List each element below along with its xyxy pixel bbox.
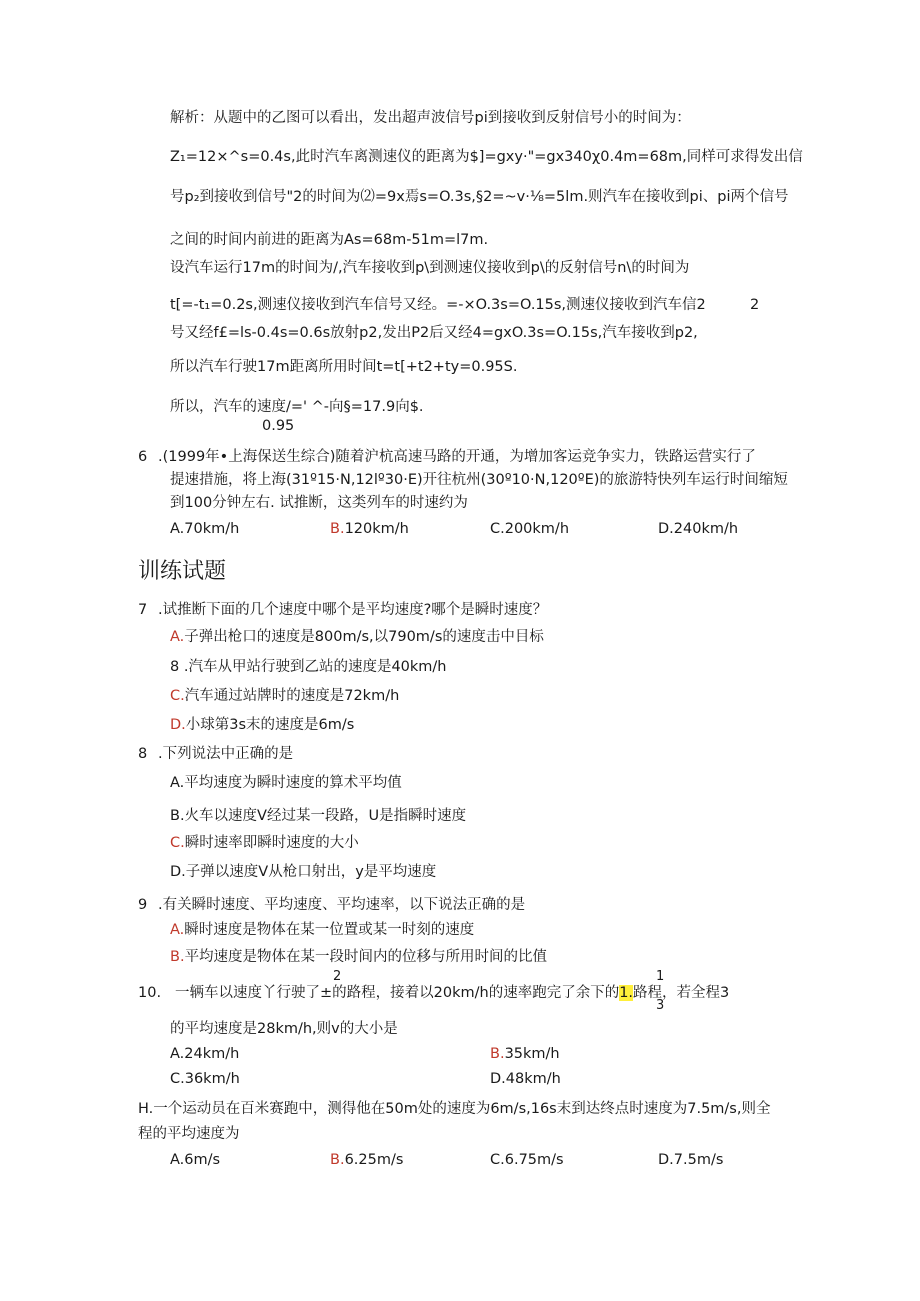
q6-option-d: D.240km∕h [658, 521, 739, 537]
solution-line-2: Z₁=12×^s=0.4s,此时汽车离测速仪的距离为$]=gxy·"=gx340χ0.4m=68m,同样可求得发出信 [170, 149, 803, 165]
q8-option-d: D.子弹以速度V从枪口射出，y是平均速度 [170, 864, 437, 880]
solution-line-9-denominator: 0.95 [262, 418, 295, 434]
q11-option-b-text: 6.25m∕s [344, 1152, 404, 1168]
q11-option-b-letter: B. [330, 1152, 345, 1168]
q11-stem-line-1: H.一个运动员在百米赛跑中，测得他在50m处的速度为6m∕s,16s末到达终点时速度为7.5m∕s,则全 [138, 1101, 771, 1117]
q6-option-b-letter: B. [330, 521, 345, 537]
q9-option-a [170, 921, 474, 939]
solution-line-7: 号又经f£=ls-0.4s=0.6s放射p2,发出P2后又经4=gxO.3s=O.15s,汽车接收到p2, [170, 325, 698, 341]
section-title: 训练试题 [138, 559, 227, 584]
q7-stem: .试推断下面的几个速度中哪个是平均速度?哪个是瞬时速度？ [158, 602, 548, 618]
q8-option-b: B.火车以速度V经过某一段路，U是指瞬时速度 [170, 808, 467, 824]
q10-stem-line-1 [175, 984, 729, 1002]
q11-option-c: C.6.75m∕s [490, 1152, 564, 1168]
q9-option-a-text: 瞬时速度是物体在某一位置或某一时刻的速度 [184, 922, 475, 938]
q7-option-c-text: 汽车通过站牌时的速度是72km/h [184, 688, 400, 704]
q9-option-a-letter: A. [170, 922, 185, 938]
solution-line-1: 解析：从题中的乙图可以看出，发出超声波信号pi到接收到反射信号小的时间为： [170, 110, 691, 126]
q10-option-b-text: 35km∕h [504, 1046, 560, 1062]
q6-option-b-text: 120km∕h [344, 521, 409, 537]
q6-stem-line-1: .(1999年•上海保送生综合)随着沪杭高速马路的开通，为增加客运竞争实力，铁路运营实行了 [158, 449, 756, 465]
q6-number: 6 [138, 449, 148, 465]
q9-option-b-letter: B. [170, 949, 185, 965]
q11-stem-line-2: 程的平均速度为 [138, 1126, 240, 1142]
q10-number: 10. [138, 985, 162, 1001]
q11-option-b [330, 1151, 403, 1169]
solution-line-6-note: 2 [750, 297, 760, 313]
q7-option-d-text: 小球第3s末的速度是6m∕s [185, 717, 355, 733]
q6-stem-line-2: 提速措施，将上海(31º15·N,12lº30·E)开往杭州(30º10·N,120ºE)的旅游特快列车运行时间缩短 [170, 472, 788, 488]
q7-option-a-letter: A. [170, 629, 185, 645]
q11-option-a: A.6m∕s [170, 1152, 221, 1168]
q8-option-c-text: 瞬时速率即瞬时速度的大小 [184, 835, 359, 851]
q10-stem-part-b: 路程，若全程3 [633, 985, 730, 1001]
q10-option-b-letter: B. [490, 1046, 505, 1062]
solution-line-6: t[=-t₁=0.2s,测速仪接收到汽车信号又经。=-×O.3s=O.15s,测速仪接收到汽车信2 [170, 297, 706, 313]
q8-option-c-letter: C. [170, 835, 185, 851]
q7-option-b: 8 .汽车从甲站行驶到乙站的速度是40km/h [170, 659, 447, 675]
q8-option-a: A.平均速度为瞬时速度的算术平均值 [170, 775, 402, 791]
q7-option-a-text: 子弹出枪口的速度是800m∕s,以790m∕s的速度击中目标 [184, 629, 544, 645]
q7-option-a [170, 628, 544, 646]
q7-option-c-letter: C. [170, 688, 185, 704]
q7-option-d [170, 716, 354, 734]
q9-number: 9 [138, 897, 148, 913]
q10-option-c: C.36km/h [170, 1071, 240, 1087]
q10-option-d: D.48km∕h [490, 1071, 561, 1087]
q8-number: 8 [138, 746, 148, 762]
q7-option-d-letter: D. [170, 717, 186, 733]
q6-option-c: C.200km∕h [490, 521, 570, 537]
q8-stem: .下列说法中正确的是 [158, 746, 294, 762]
q10-fraction-numerator-2: 2 [333, 969, 342, 984]
q9-stem: .有关瞬时速度、平均速度、平均速率，以下说法正确的是 [158, 897, 526, 913]
q6-option-a: A.70km∕h [170, 521, 240, 537]
q7-option-c [170, 687, 399, 705]
q10-stem-line-2: 的平均速度是28km∕h,则v的大小是 [170, 1021, 398, 1037]
q10-option-b [490, 1045, 560, 1063]
q10-option-a: A.24km/h [170, 1046, 240, 1062]
solution-line-4: 之间的时间内前进的距离为As=68m-51m=l7m. [170, 232, 489, 248]
q6-option-b [330, 520, 409, 538]
q10-highlight: 1. [619, 985, 634, 1001]
q7-number: 7 [138, 602, 148, 618]
q10-fraction-numerator: 1 [656, 969, 665, 984]
q9-option-b-text: 平均速度是物体在某一段时间内的位移与所用时间的比值 [184, 949, 548, 965]
q10-fraction-denominator: 3 [656, 998, 665, 1013]
q11-option-d: D.7.5m∕s [658, 1152, 724, 1168]
solution-line-8: 所以汽车行驶17m距离所用时间t=t[+t2+ty=0.95S. [170, 359, 518, 375]
q8-option-c [170, 834, 359, 852]
solution-line-3: 号p₂到接收到信号"2的时间为⑵=9x焉s=O.3s,§2=~v·⅛=5lm.则汽车在接收到pi、pi两个信号 [170, 189, 789, 205]
solution-line-5: 设汽车运行17m的时间为/,汽车接收到p\到测速仪接收到p\的反射信号n\的时间为 [170, 260, 690, 276]
solution-line-9: 所以，汽车的速度/=' ^-向§=17.9向$. [170, 399, 424, 415]
q9-option-b [170, 948, 547, 966]
q6-stem-line-3: 到100分钟左右. 试推断，这类列车的时速约为 [170, 495, 468, 511]
q10-stem-part-a: 一辆车以速度丫行驶了±的路程，接着以20km∕h的速率跑完了余下的 [175, 985, 620, 1001]
